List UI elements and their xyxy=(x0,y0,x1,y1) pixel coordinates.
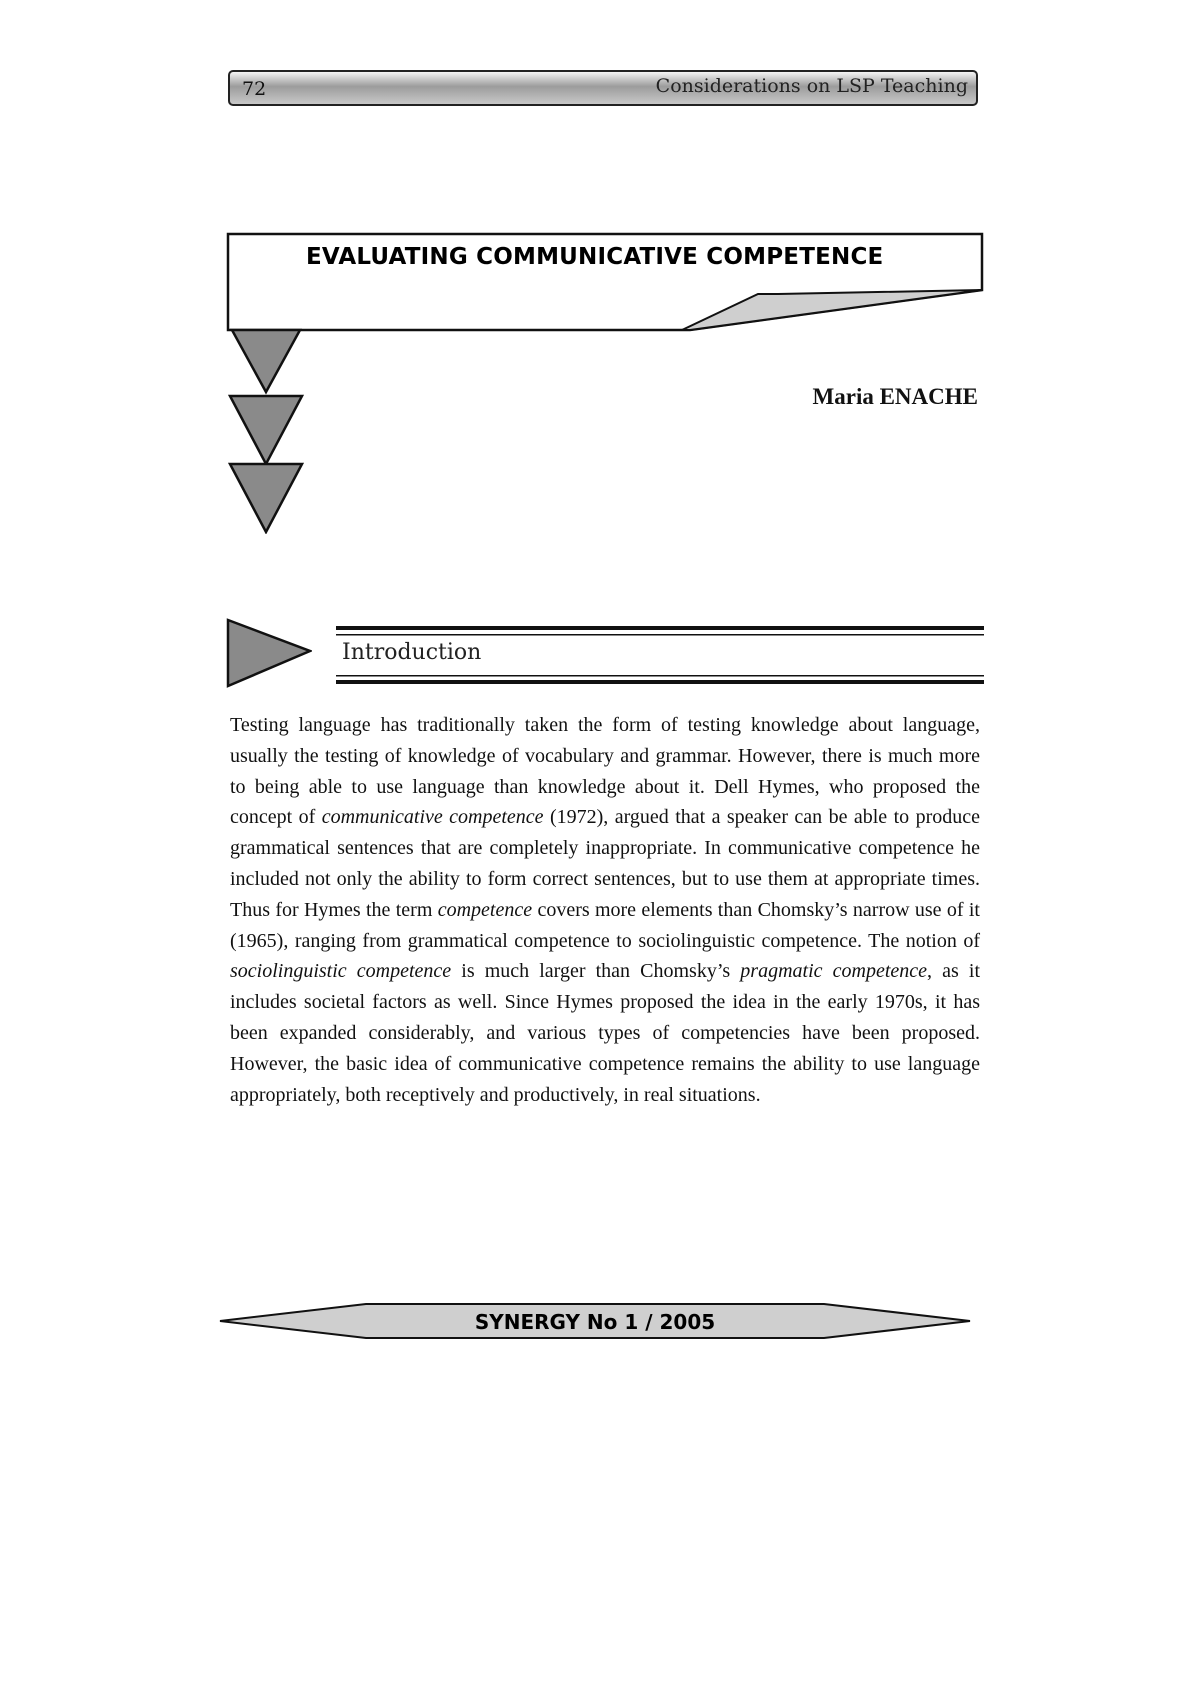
body-text-run: is much larger than Chomsky’s xyxy=(451,960,741,983)
body-text-run: , as it includes societal factors as well. Since Hymes proposed the idea in the early 1970s, it has been expanded considerably, and various types of competencies have been proposed. However, the basic idea of communicative competence remains the ability to use language appropriately, both receptively and productively, in real situations. xyxy=(230,960,981,1106)
body-emphasis: competence xyxy=(437,898,533,921)
body-text-run: (1972), argued that a speaker can be able to produce grammatical sentences that are completely inappropriate. In communicative competence he included not only the ability to form correct sentences, but to use them at appropriate times. Thus for Hymes the term xyxy=(230,806,980,921)
section-title: Introduction xyxy=(342,640,482,665)
section-arrow-icon xyxy=(226,618,312,688)
page-number: 72 xyxy=(242,78,267,100)
running-header-bar xyxy=(228,70,978,106)
body-emphasis: pragmatic competence xyxy=(740,960,928,983)
body-text-run: covers more elements than Chomsky’s narrow use of it (1965), ranging from grammatical competence to sociolinguistic competence. The notion of xyxy=(230,898,980,952)
running-title: Considerations on LSP Teaching xyxy=(655,75,968,97)
body-text-run: Testing language has traditionally taken the form of testing knowledge about language, usually the testing of knowledge of vocabulary and grammar. However, there is much more to being able to use language than knowledge about it. Dell Hymes, who proposed the concept of xyxy=(230,714,980,829)
footer-journal-issue: SYNERGY No 1 / 2005 xyxy=(474,1310,716,1334)
body-emphasis: sociolinguistic competence xyxy=(230,960,452,983)
article-title: EVALUATING COMMUNICATIVE COMPETENCE xyxy=(306,244,884,270)
body-paragraph xyxy=(230,710,980,1110)
decorative-triangles-icon xyxy=(226,328,306,534)
author-name: Maria ENACHE xyxy=(812,384,978,409)
body-emphasis: communicative competence xyxy=(321,806,544,829)
